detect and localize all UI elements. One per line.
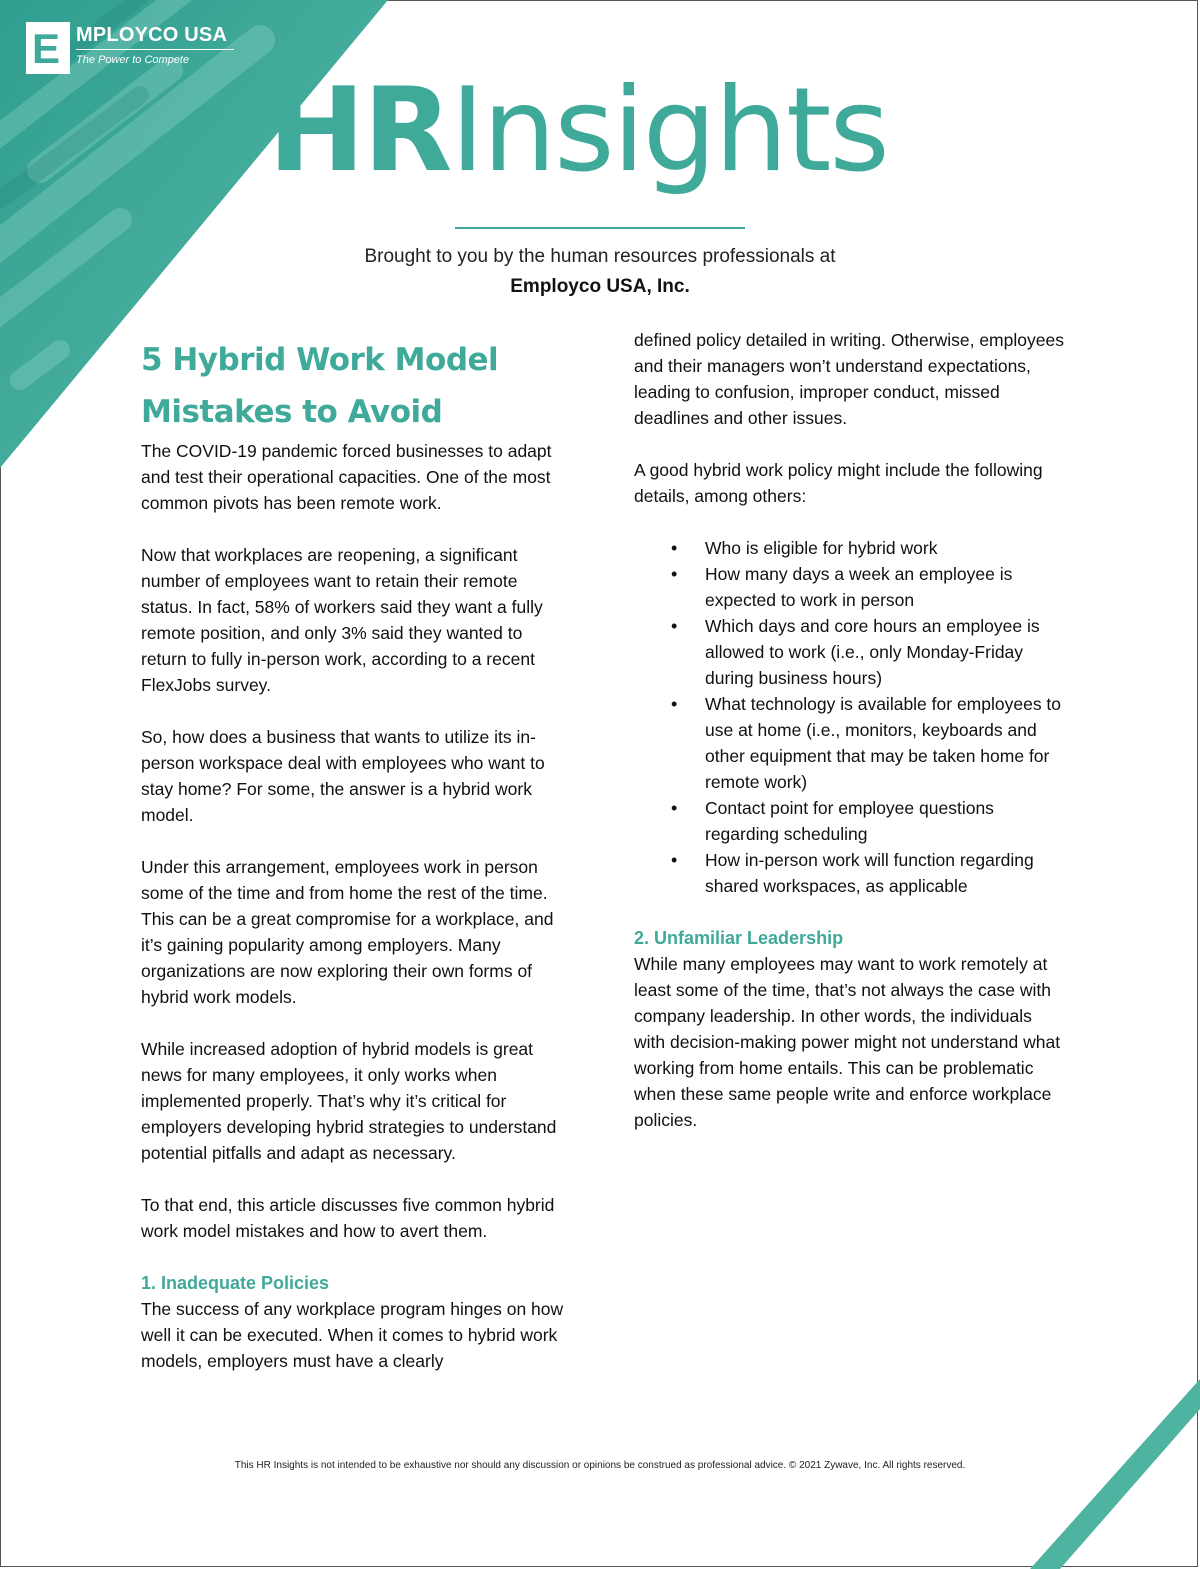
list-item: • Contact point for employee questions regarding scheduling — [705, 795, 1064, 847]
paragraph: So, how does a business that wants to utilize its in-person workspace deal with employees who want to stay home? For some, the answer is a hybrid work model. — [141, 727, 545, 825]
paragraph: Now that workplaces are reopening, a significant number of employees want to retain their remote status. In fact, 58% of workers said they want a fully remote position, and only 3% said they wanted to return to fully in-person work, according to a recent FlexJobs survey. — [141, 545, 543, 695]
decorative-stripe-bottom-right — [1030, 1379, 1200, 1569]
masthead-subtitle: Brought to you by the human resources professionals at — [364, 246, 836, 267]
policy-bullet-list — [634, 535, 1064, 899]
logo-tagline: The Power to Compete — [76, 54, 190, 66]
masthead-rule — [455, 227, 745, 229]
list-item: • How in-person work will function regarding shared workspaces, as applicable — [705, 847, 1064, 899]
masthead-company: Employco USA, Inc. — [510, 276, 690, 297]
paragraph: The success of any workplace program hinges on how well it can be executed. When it comes to hybrid work models, employers must have a clearly — [141, 1299, 564, 1371]
masthead-light-part: Insights — [450, 63, 888, 198]
list-item: • What technology is available for employees to use at home (i.e., monitors, keyboards and other equipment that may be taken home for remote work) — [705, 691, 1064, 795]
logo-underline — [76, 49, 234, 50]
list-item: • How many days a week an employee is expected to work in person — [705, 561, 1064, 613]
article-right-column — [634, 327, 1064, 1133]
article-title — [141, 334, 571, 438]
title-line-1: 5 Hybrid Work Model — [141, 342, 499, 378]
list-item: • Which days and core hours an employee is allowed to work (i.e., only Monday-Friday during business hours) — [705, 613, 1064, 691]
footer-disclaimer: This HR Insights is not intended to be exhaustive nor should any discussion or opinions be construed as professional advice. © 2021 Zywave, Inc. All rights reserved. — [234, 1460, 966, 1471]
masthead-bold-part: HR — [268, 63, 451, 198]
paragraph: While increased adoption of hybrid models is great news for many employees, it only works when implemented properly. That’s why it’s critical for employers developing hybrid strategies to understand potential pitfalls and adapt as necessary. — [141, 1039, 557, 1163]
logo-company-name: MPLOYCO USA — [76, 24, 228, 46]
title-line-2: Mistakes to Avoid — [141, 394, 443, 430]
newsletter-masthead — [268, 63, 888, 198]
article-left-column — [141, 334, 571, 1374]
paragraph: To that end, this article discusses five common hybrid work model mistakes and how to avert them. — [141, 1195, 555, 1241]
paragraph: Under this arrangement, employees work in person some of the time and from home the rest of the time. This can be a great compromise for a workplace, and it’s gaining popularity among employers. Many organizations are now exploring their own forms of hybrid work models. — [141, 857, 554, 1007]
section-heading: 2. Unfamiliar Leadership — [634, 928, 844, 948]
paragraph: While many employees may want to work remotely at least some of the time, that’s not always the case with company leadership. In other words, the individuals with decision-making power might not understand what working from home entails. This can be problematic when these same people write and enforce workplace policies. — [634, 954, 1061, 1130]
paragraph: A good hybrid work policy might include the following details, among others: — [634, 460, 1043, 506]
paragraph: defined policy detailed in writing. Otherwise, employees and their managers won’t understand expectations, leading to confusion, improper conduct, missed deadlines and other issues. — [634, 330, 1064, 428]
logo-letter: E — [32, 25, 61, 72]
list-item: • Who is eligible for hybrid work — [705, 535, 1064, 561]
section-heading: 1. Inadequate Policies — [141, 1273, 330, 1293]
paragraph: The COVID-19 pandemic forced businesses to adapt and test their operational capacities. One of the most common pivots has been remote work. — [141, 441, 552, 513]
logo-badge — [26, 22, 70, 74]
